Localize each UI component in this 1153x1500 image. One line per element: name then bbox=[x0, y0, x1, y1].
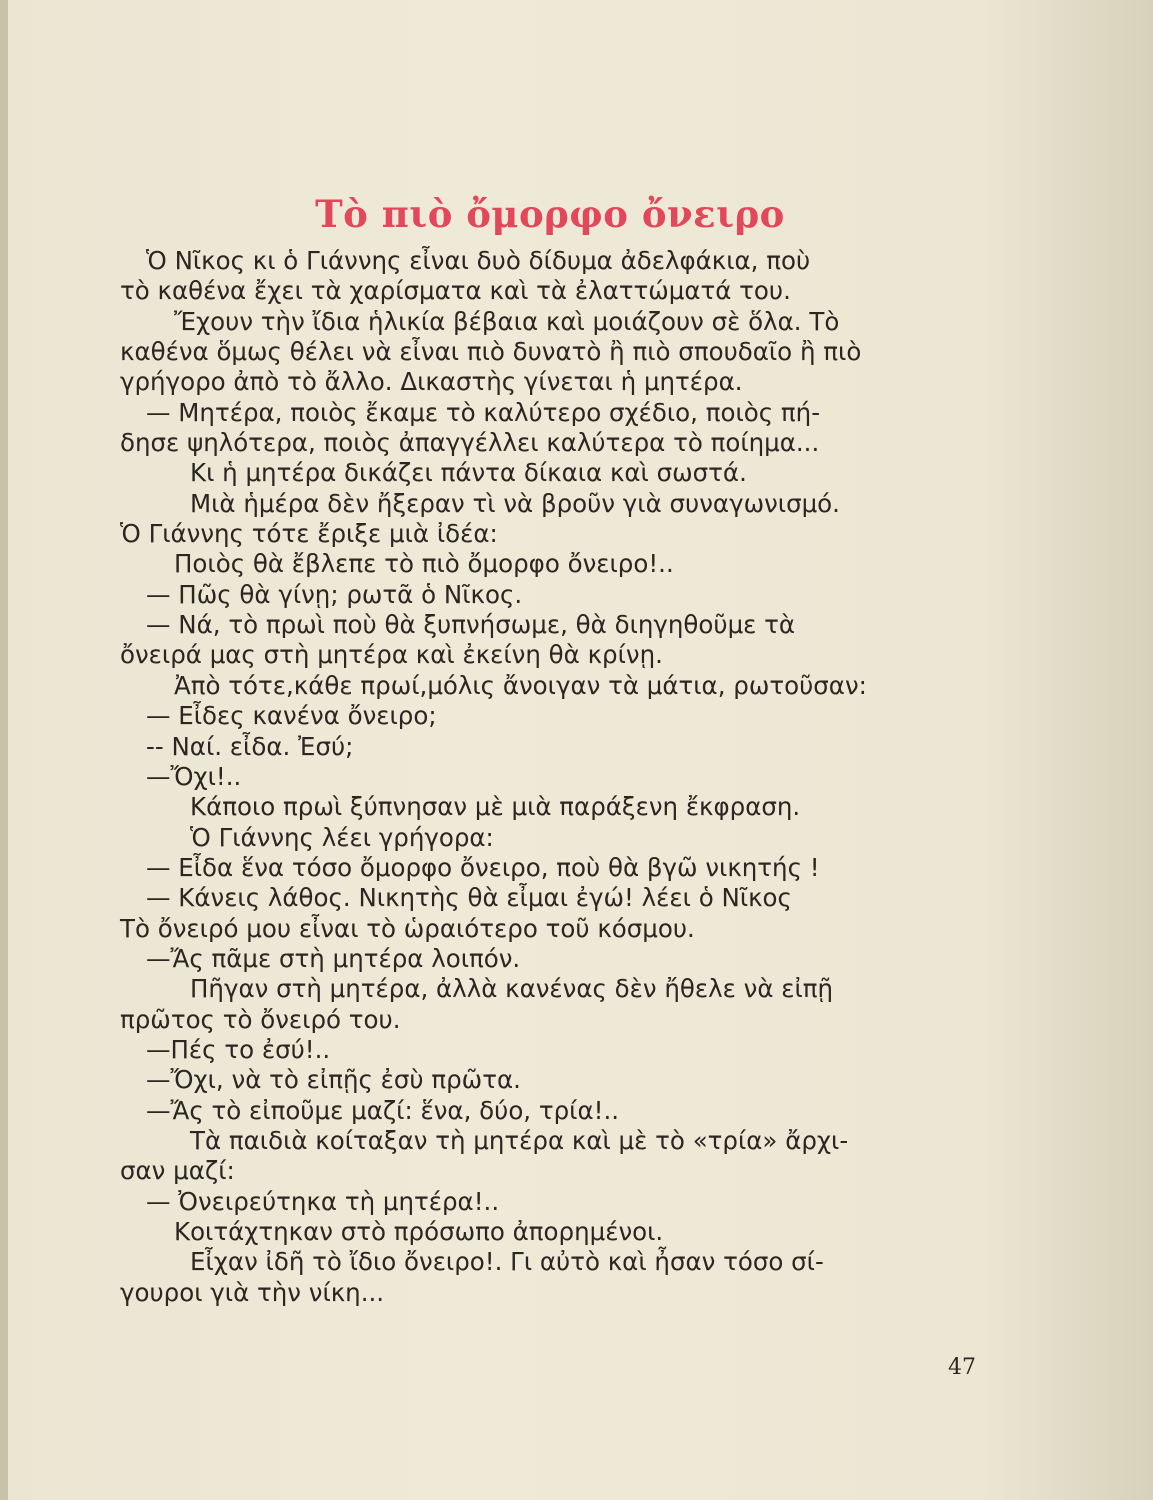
text-line: Ποιὸς θὰ ἔβλεπε τὸ πιὸ ὄμορφο ὄνειρο!.. bbox=[174, 549, 674, 579]
text-line: — Εἶδες κανένα ὄνειρο; bbox=[146, 701, 437, 731]
text-line: Ἀπὸ τότε,κάθε πρωί,μόλις ἄνοιγαν τὰ μάτια, ρωτοῦσαν: bbox=[174, 670, 867, 700]
page-number: 47 bbox=[948, 1355, 976, 1380]
text-line: — Εἶδα ἕνα τόσο ὄμορφο ὄνειρο, ποὺ θὰ βγῶ νικητής ! bbox=[146, 852, 820, 882]
text-line: Τὰ παιδιὰ κοίταξαν τὴ μητέρα καὶ μὲ τὸ «τρία» ἄρχι- bbox=[190, 1125, 849, 1155]
text-line: — Πῶς θὰ γίνῃ; ρωτᾶ ὁ Νῖκος. bbox=[146, 579, 523, 609]
text-line: καθένα ὅμως θέλει νὰ εἶναι πιὸ δυνατὸ ἢ πιὸ σπουδαῖο ἢ πιὸ bbox=[120, 337, 862, 367]
text-line: πρῶτος τὸ ὄνειρό του. bbox=[120, 1004, 401, 1034]
text-line: σαν μαζί: bbox=[120, 1156, 235, 1186]
text-line: — Ὀνειρεύτηκα τὴ μητέρα!.. bbox=[146, 1186, 500, 1216]
text-line: Κοιτάχτηκαν στὸ πρόσωπο ἀπορημένοι. bbox=[174, 1217, 664, 1246]
text-line: —Πές το ἐσύ!.. bbox=[146, 1034, 331, 1064]
text-line: — Μητέρα, ποιὸς ἔκαμε τὸ καλύτερο σχέδιο, ποιὸς πή- bbox=[146, 397, 821, 427]
text-line: γουροι γιὰ τὴν νίκη... bbox=[120, 1277, 385, 1307]
text-line: -- Ναί. εἶδα. Ἐσύ; bbox=[146, 731, 354, 761]
text-line: Μιὰ ἡμέρα δὲν ἤξεραν τὶ νὰ βροῦν γιὰ συναγωνισμό. bbox=[190, 488, 840, 518]
text-line: δησε ψηλότερα, ποιὸς ἀπαγγέλλει καλύτερα τὸ ποίημα... bbox=[120, 428, 820, 458]
text-line: Πῆγαν στὴ μητέρα, ἀλλὰ κανένας δὲν ἤθελε νὰ εἰπῇ bbox=[190, 974, 834, 1004]
text-line: Εἶχαν ἰδῆ τὸ ἴδιο ὄνειρο!. Γι αὐτὸ καὶ ἦσαν τόσο σί- bbox=[190, 1247, 824, 1277]
story-body bbox=[120, 246, 1000, 1308]
text-line: — Νά, τὸ πρωὶ ποὺ θὰ ξυπνήσωμε, θὰ διηγηθοῦμε τὰ bbox=[146, 610, 796, 640]
text-line: Τὸ ὄνειρό μου εἶναι τὸ ὡραιότερο τοῦ κόσμου. bbox=[120, 913, 695, 943]
text-line: Ὁ Γιάννης τότε ἔριξε μιὰ ἰδέα: bbox=[120, 519, 498, 549]
text-line: ὄνειρά μας στὴ μητέρα καὶ ἐκείνη θὰ κρίνῃ. bbox=[120, 640, 663, 670]
text-line: Ὁ Γιάννης λέει γρήγορα: bbox=[190, 822, 494, 852]
text-line: γρήγορο ἀπὸ τὸ ἄλλο. Δικαστὴς γίνεται ἡ μητέρα. bbox=[120, 367, 743, 397]
text-line: —Ὄχι!.. bbox=[146, 761, 242, 791]
text-line: Κι ἡ μητέρα δικάζει πάντα δίκαια καὶ σωστά. bbox=[190, 458, 747, 488]
text-line: —Ἄς πᾶμε στὴ μητέρα λοιπόν. bbox=[146, 943, 521, 973]
text-line: Ἔχουν τὴν ἴδια ἡλικία βέβαια καὶ μοιάζουν σὲ ὅλα. Τὸ bbox=[174, 306, 840, 336]
text-line: — Κάνεις λάθος. Νικητὴς θὰ εἶμαι ἐγώ! λέει ὁ Νῖκος bbox=[146, 883, 792, 913]
story-title: Τὸ πιὸ ὄμορφο ὄνειρο bbox=[315, 192, 785, 236]
text-line: —Ὄχι, νὰ τὸ εἰπῇς ἐσὺ πρῶτα. bbox=[146, 1065, 521, 1095]
text-line: Κάποιο πρωὶ ξύπνησαν μὲ μιὰ παράξενη ἔκφραση. bbox=[190, 792, 801, 822]
text-line: —Ἄς τὸ εἰποῦμε μαζί: ἕνα, δύο, τρία!.. bbox=[146, 1095, 620, 1125]
text-line: Ὁ Νῖκος κι ὁ Γιάννης εἶναι δυὸ δίδυμα ἀδελφάκια, ποὺ bbox=[146, 246, 811, 275]
text-line: τὸ καθένα ἔχει τὰ χαρίσματα καὶ τὰ ἐλαττώματά του. bbox=[120, 276, 791, 306]
